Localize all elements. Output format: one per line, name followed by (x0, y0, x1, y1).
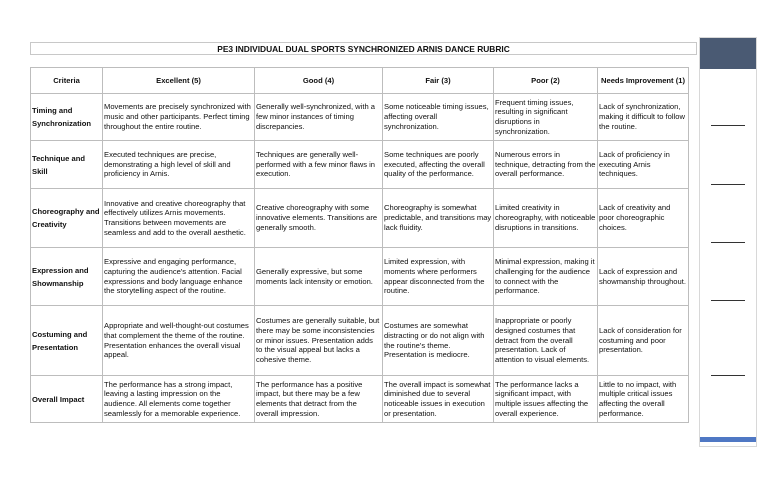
cell-excellent: Innovative and creative choreography that effectively utilizes Arnis movements. Transitions between movements are seamless and add to the overall aesthetic. (103, 189, 255, 248)
header-fair: Fair (3) (383, 68, 494, 94)
header-excellent: Excellent (5) (103, 68, 255, 94)
header-criteria: Criteria (31, 68, 103, 94)
cell-needs-improvement: Little to no impact, with multiple critical issues affecting the overall performance. (598, 376, 689, 423)
cell-good: Generally expressive, but some moments lack intensity or emotion. (255, 248, 383, 306)
cell-fair: Limited expression, with moments where performers appear disconnected from the routine. (383, 248, 494, 306)
table-row (31, 141, 689, 189)
criteria-label: Choreography and Creativity (32, 207, 100, 229)
cell-excellent: The performance has a strong impact, leaving a lasting impression on the audience. All elements come together seamlessly for a memorable experience. (103, 376, 255, 423)
thumbnail-header (700, 38, 756, 69)
cell-needs-improvement: Lack of consideration for costuming and poor presentation. (598, 306, 689, 376)
cell-excellent: Movements are precisely synchronized with music and other participants. Perfect timing throughout the entire routine. (103, 94, 255, 141)
thumbnail-line (711, 242, 745, 243)
header-row (31, 68, 689, 94)
table-row (31, 189, 689, 248)
cell-good: Costumes are generally suitable, but there may be some inconsistencies or minor issues. Presentation adds to the visual appeal but lacks a cohesive theme. (255, 306, 383, 376)
cell-poor: Inappropriate or poorly designed costumes that detract from the overall presentation. Lack of attention to visual elements. (494, 306, 598, 376)
criteria-label: Costuming and Presentation (32, 329, 88, 352)
cell-needs-improvement: Lack of expression and showmanship throughout. (598, 248, 689, 306)
table-row (31, 94, 689, 141)
header-good: Good (4) (255, 68, 383, 94)
cell-excellent: Expressive and engaging performance, capturing the audience's attention. Facial expressions and body language enhance the storytelling aspect of the routine. (103, 248, 255, 306)
thumbnail-line (711, 125, 745, 126)
cell-poor: Frequent timing issues, resulting in significant disruptions in synchronization. (494, 94, 598, 141)
cell-needs-improvement: Lack of creativity and poor choreographic choices. (598, 189, 689, 248)
cell-poor: Limited creativity in choreography, with noticeable disruptions in transitions. (494, 189, 598, 248)
cell-excellent: Appropriate and well-thought-out costumes that complement the theme of the routine. Presentation enhances the overall visual appeal. (103, 306, 255, 376)
table-row (31, 248, 689, 306)
cell-excellent: Executed techniques are precise, demonstrating a high level of skill and proficiency in Arnis. (103, 141, 255, 189)
thumbnail-line (711, 300, 745, 301)
criteria-label: Expression and Showmanship (32, 265, 89, 288)
cell-good: The performance has a positive impact, but there may be a few elements that detract from the overall impression. (255, 376, 383, 423)
cell-good: Generally well-synchronized, with a few minor instances of timing discrepancies. (255, 94, 383, 141)
cell-poor: Numerous errors in technique, detracting from the overall performance. (494, 141, 598, 189)
table-row (31, 376, 689, 423)
cell-fair: Choreography is somewhat predictable, and transitions may lack fluidity. (383, 189, 494, 248)
criteria-label: Technique and Skill (32, 153, 86, 176)
page-thumbnail-panel (699, 37, 757, 447)
cell-poor: Minimal expression, making it challenging for the audience to connect with the performance. (494, 248, 598, 306)
header-poor: Poor (2) (494, 68, 598, 94)
thumbnail-line (711, 375, 745, 376)
criteria-label: Timing and Synchronization (32, 106, 92, 128)
cell-needs-improvement: Lack of synchronization, making it difficult to follow the routine. (598, 94, 689, 141)
cell-poor: The performance lacks a significant impact, with multiple issues affecting the overall experience. (494, 376, 598, 423)
cell-fair: Some techniques are poorly executed, affecting the overall quality of the performance. (383, 141, 494, 189)
criteria-label: Overall Impact (32, 394, 85, 404)
table-row (31, 306, 689, 376)
thumbnail-line (711, 184, 745, 185)
rubric-title: PE3 INDIVIDUAL DUAL SPORTS SYNCHRONIZED ARNIS DANCE RUBRIC (30, 42, 697, 55)
cell-fair: Costumes are somewhat distracting or do not align with the routine's theme. Presentation is mediocre. (383, 306, 494, 376)
cell-fair: The overall impact is somewhat diminished due to several noticeable issues in execution or presentation. (383, 376, 494, 423)
cell-needs-improvement: Lack of proficiency in executing Arnis techniques. (598, 141, 689, 189)
cell-good: Creative choreography with some innovative elements. Transitions are generally smooth. (255, 189, 383, 248)
thumbnail-accent-bar (700, 437, 756, 442)
header-needs-improvement: Needs Improvement (1) (598, 68, 689, 94)
cell-fair: Some noticeable timing issues, affecting overall synchronization. (383, 94, 494, 141)
rubric-table (30, 67, 689, 423)
cell-good: Techniques are generally well-performed with a few minor flaws in execution. (255, 141, 383, 189)
